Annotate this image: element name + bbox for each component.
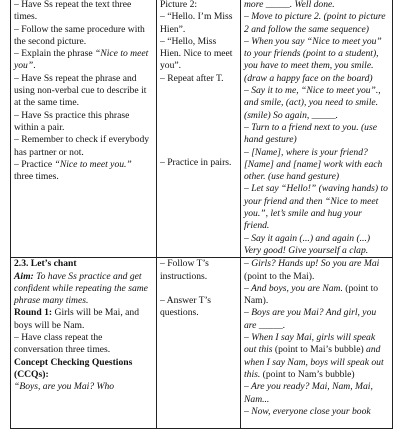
- ccq-label: Concept Checking Questions (CCQs):: [14, 356, 133, 380]
- procedure-cell: [11, 0, 157, 258]
- procedure-step: – Remember to check if everybody has partner or not.: [14, 134, 150, 158]
- students-line: – Repeat after T.: [160, 72, 224, 84]
- activity-row-greeting: [11, 0, 393, 258]
- teacher-talk-line: – Move to picture 2. (point to picture 2 and follow the same sequence): [244, 11, 386, 35]
- procedure-step: – Explain the phrase “Nice to meet you”.: [14, 48, 149, 72]
- teacher-talk-line: – Say it to me, “Nice to meet you”., and smile, (act), you need to smile. (smile) So again, _____.: [244, 85, 381, 121]
- procedure-cell: [11, 258, 157, 429]
- students-line: – Answer T’s questions.: [160, 294, 211, 319]
- teacher-talk-line: – When I say Mai, girls will speak out this (point to Mai’s bubble) and when I say Nam, boys will speak out this. (point to Nam’s bubble): [244, 332, 384, 380]
- students-line: Picture 2:: [160, 0, 198, 10]
- lesson-plan-table: [10, 0, 393, 429]
- procedure-step: – Have class repeat the conversation three times.: [14, 332, 111, 356]
- procedure-step: – Practice “Nice to meet you.” three times.: [14, 158, 132, 183]
- students-cell: [157, 258, 241, 429]
- section-heading: 2.3. Let’s chant: [14, 258, 77, 270]
- students-line: – Follow T’s instructions.: [160, 258, 209, 282]
- aim-text: To have Ss practice and get confident while repeating the same phrase many times.: [14, 270, 148, 307]
- procedure-step: – Have Ss repeat the text three times.: [14, 0, 132, 23]
- teacher-talk-line: more _____. Well done.: [244, 0, 335, 10]
- teacher-talk-line: – Let say “Hello!” (waving hands) to your friend and then “Nice to meet you.”, let’s smile and hug your friend.: [244, 183, 388, 232]
- teacher-talk-cell: [241, 0, 393, 258]
- students-cell: [157, 0, 241, 258]
- round-line: [14, 307, 153, 332]
- aim-line: [14, 271, 153, 308]
- aim-label: Aim:: [14, 270, 34, 282]
- students-line: – “Hello, Miss Hien. Nice to meet you”.: [160, 35, 233, 72]
- procedure-step: – Follow the same procedure with the second picture.: [14, 23, 145, 47]
- teacher-talk-cell: [241, 258, 393, 429]
- students-line: – Practice in pairs.: [160, 157, 232, 169]
- teacher-talk-line: – Now, everyone close your book: [244, 405, 371, 417]
- teacher-talk-line: – Say it again (...) and again (...) Very good! Give yourself a clap.: [244, 232, 371, 256]
- round-label: Round 1:: [14, 307, 53, 319]
- teacher-talk-line: – Boys are you Mai? And girl, you are _____.: [244, 307, 377, 331]
- procedure-step: – Have Ss practice this phrase within a pair.: [14, 109, 130, 133]
- ccq-text: “Boys, are you Mai? Who: [14, 381, 115, 393]
- teacher-talk-line: – [Name], where is your friend? [Name] and [name] work with each other. (use hand gesture): [244, 146, 383, 183]
- teacher-talk-line: – When you say “Nice to meet you” to your friends (point to a student), you have to meet them, you smile. (draw a happy face on the board): [244, 35, 382, 84]
- activity-row-chant: [11, 258, 393, 429]
- teacher-talk-line: – And boys, you are Nam. (point to Nam).: [244, 282, 379, 307]
- teacher-talk-line: – Girls? Hands up! So you are Mai (point to the Mai).: [244, 258, 380, 282]
- round-text: Girls will be Mai, and boys will be Nam.: [14, 307, 139, 331]
- students-line: – “Hello. I’m Miss Hien”.: [160, 11, 233, 35]
- teacher-talk-line: – Turn to a friend next to you. (use hand gesture): [244, 121, 377, 146]
- teacher-talk-line: – Are you ready? Mai, Nam, Mai, Nam...: [244, 381, 373, 405]
- procedure-step: – Have Ss repeat the phrase and using non-verbal cue to describe it at the same time.: [14, 72, 147, 109]
